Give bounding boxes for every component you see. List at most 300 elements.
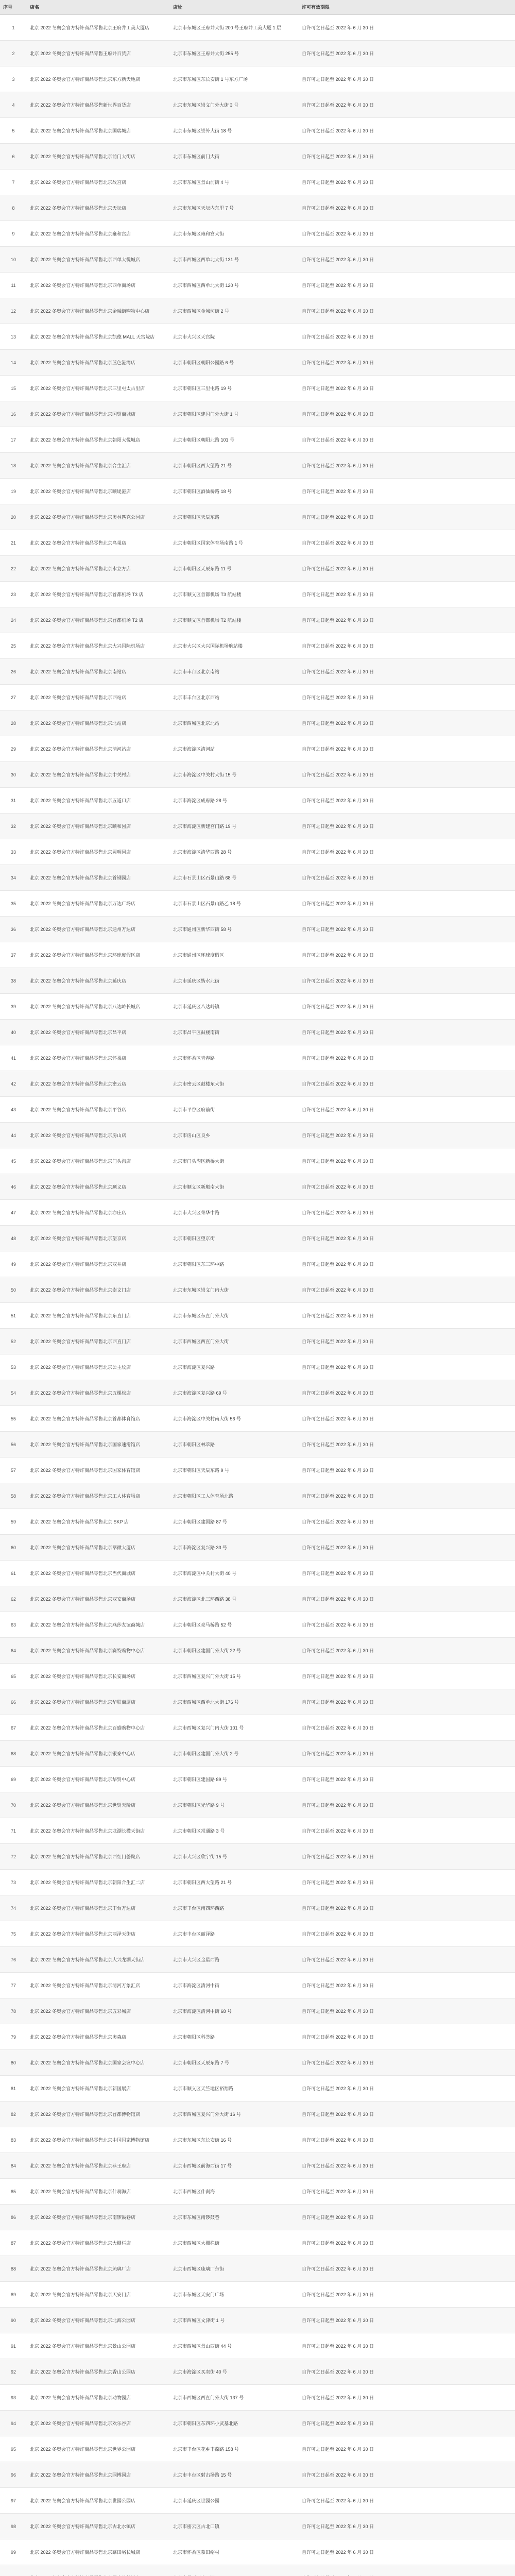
cell-index: 69	[0, 1767, 27, 1792]
table-row	[0, 1586, 515, 1612]
cell-store-name: 北京 2022 冬奥会官方特许商品零售北京新国展店	[27, 2076, 170, 2102]
cell-store-name: 北京 2022 冬奥会官方特许商品零售北京双井店	[27, 1251, 170, 1277]
cell-store-name: 北京 2022 冬奥会官方特许商品零售北京东方新天地店	[27, 66, 170, 92]
cell-license-period: 自许可之日起至 2022 年 6 月 30 日	[299, 2179, 515, 2205]
cell-license-period: 自许可之日起至 2022 年 6 月 30 日	[299, 1998, 515, 2024]
cell-index: 26	[0, 659, 27, 685]
cell-license-period: 自许可之日起至 2022 年 6 月 30 日	[299, 685, 515, 710]
cell-store-address: 北京市朝阳区天辰东路 9 号	[170, 1458, 299, 1483]
cell-store-address: 北京市通州区新华西街 58 号	[170, 917, 299, 942]
cell-license-period: 自许可之日起至 2022 年 6 月 30 日	[299, 1045, 515, 1071]
cell-store-name: 北京 2022 冬奥会官方特许商品零售北京首钢园店	[27, 865, 170, 891]
cell-index: 65	[0, 1664, 27, 1689]
cell-license-period: 自许可之日起至 2022 年 6 月 30 日	[299, 504, 515, 530]
cell-index: 88	[0, 2256, 27, 2282]
cell-store-address: 北京市东城区崇文门外大街 3 号	[170, 92, 299, 118]
table-row	[0, 788, 515, 814]
header-row	[0, 0, 515, 15]
cell-store-address: 北京市海淀区清河中街 68 号	[170, 1998, 299, 2024]
cell-store-address: 北京市密云区鼓楼东大街	[170, 1071, 299, 1097]
cell-store-address: 北京市顺义区首都机场 T2 航站楼	[170, 607, 299, 633]
cell-index: 24	[0, 607, 27, 633]
cell-store-name: 北京 2022 冬奥会官方特许商品零售北京王府井工美大厦店	[27, 15, 170, 41]
cell-index: 67	[0, 1715, 27, 1741]
cell-license-period: 自许可之日起至 2022 年 6 月 30 日	[299, 2076, 515, 2102]
table-row	[0, 1097, 515, 1123]
table-row	[0, 1380, 515, 1406]
table-header	[0, 0, 515, 15]
table-row	[0, 1406, 515, 1432]
cell-store-name: 北京 2022 冬奥会官方特许商品零售北京当代商城店	[27, 1561, 170, 1586]
cell-store-address: 北京市西城区景山西街 44 号	[170, 2333, 299, 2359]
cell-store-address: 北京市西城区复兴门外大街 15 号	[170, 1664, 299, 1689]
cell-store-address: 北京市顺义区新顺南大街	[170, 1174, 299, 1200]
cell-store-name: 北京 2022 冬奥会官方特许商品零售北京西直门店	[27, 1329, 170, 1354]
cell-store-address: 北京市延庆区八达岭镇	[170, 994, 299, 1020]
table-row	[0, 1664, 515, 1689]
cell-store-address: 北京市朝阳区林萃路	[170, 1432, 299, 1458]
cell-index: 44	[0, 1123, 27, 1148]
cell-store-address: 北京市西城区前海西街 17 号	[170, 2153, 299, 2179]
cell-store-name: 北京 2022 冬奥会官方特许商品零售北京百盛购物中心店	[27, 1715, 170, 1741]
cell-index: 48	[0, 1226, 27, 1251]
cell-store-address: 北京市怀柔区青春路	[170, 1045, 299, 1071]
table-row	[0, 350, 515, 376]
cell-store-address: 北京市海淀区复兴路 33 号	[170, 1535, 299, 1561]
cell-license-period: 自许可之日起至 2022 年 6 月 30 日	[299, 1380, 515, 1406]
table-row	[0, 1045, 515, 1071]
cell-store-name: 北京 2022 冬奥会官方特许商品零售北京龙湖长楹天街店	[27, 1818, 170, 1844]
cell-index: 49	[0, 1251, 27, 1277]
cell-store-address: 北京市西城区大栅栏街	[170, 2230, 299, 2256]
cell-license-period: 自许可之日起至 2022 年 6 月 30 日	[299, 762, 515, 788]
cell-store-name: 北京 2022 冬奥会官方特许商品零售北京五彩城店	[27, 1998, 170, 2024]
cell-license-period: 自许可之日起至 2022 年 6 月 30 日	[299, 1612, 515, 1638]
table-row	[0, 1741, 515, 1767]
cell-store-name: 北京 2022 冬奥会官方特许商品零售北京通州万达店	[27, 917, 170, 942]
cell-license-period: 自许可之日起至 2022 年 6 月 30 日	[299, 865, 515, 891]
cell-store-address	[170, 2565, 299, 2576]
cell-store-name: 北京 2022 冬奥会官方特许商品零售北京颐堤港店	[27, 479, 170, 504]
cell-store-name: 北京 2022 冬奥会官方特许商品零售北京国家速滑馆店	[27, 1432, 170, 1458]
cell-store-name: 北京 2022 冬奥会官方特许商品零售北京清河万象汇店	[27, 1973, 170, 1998]
cell-store-name: 北京 2022 冬奥会官方特许商品零售北京亦庄店	[27, 1200, 170, 1226]
cell-store-name: 北京 2022 冬奥会官方特许商品零售北京世界公园店	[27, 2436, 170, 2462]
cell-store-address: 北京市海淀区清河站	[170, 736, 299, 762]
table-row	[0, 2462, 515, 2488]
cell-index: 87	[0, 2230, 27, 2256]
cell-license-period: 自许可之日起至 2022 年 6 月 30 日	[299, 2102, 515, 2127]
table-row	[0, 1689, 515, 1715]
cell-license-period: 自许可之日起至 2022 年 6 月 30 日	[299, 41, 515, 66]
table-row	[0, 1767, 515, 1792]
table-row	[0, 994, 515, 1020]
cell-index: 20	[0, 504, 27, 530]
cell-index: 9	[0, 221, 27, 247]
table-row	[0, 2282, 515, 2308]
cell-store-name: 北京 2022 冬奥会官方特许商品零售北京水立方店	[27, 556, 170, 582]
cell-index: 43	[0, 1097, 27, 1123]
cell-store-address: 北京市西城区什刹海	[170, 2179, 299, 2205]
table-row	[0, 582, 515, 607]
cell-store-address: 北京市东城区王府井大街 200 号王府井工美大厦 1 层	[170, 15, 299, 41]
cell-license-period: 自许可之日起至 2022 年 6 月 30 日	[299, 427, 515, 453]
cell-license-period: 自许可之日起至 2022 年 6 月 30 日	[299, 1586, 515, 1612]
table-row	[0, 917, 515, 942]
cell-license-period: 自许可之日起至 2022 年 6 月 30 日	[299, 1947, 515, 1973]
cell-license-period: 自许可之日起至 2022 年 6 月 30 日	[299, 659, 515, 685]
table-row	[0, 942, 515, 968]
cell-license-period: 自许可之日起至 2022 年 6 月 30 日	[299, 1458, 515, 1483]
table-row	[0, 1483, 515, 1509]
cell-license-period: 自许可之日起至 2022 年 6 月 30 日	[299, 1251, 515, 1277]
cell-index: 51	[0, 1303, 27, 1329]
cell-license-period: 自许可之日起至 2022 年 6 月 30 日	[299, 1200, 515, 1226]
cell-store-name: 北京 2022 冬奥会官方特许商品零售北京首都体育馆店	[27, 1406, 170, 1432]
cell-index: 94	[0, 2411, 27, 2436]
cell-store-address: 北京市通州区环球度假区	[170, 942, 299, 968]
cell-store-address: 北京市石景山区石景山路 68 号	[170, 865, 299, 891]
cell-store-name: 北京 2022 冬奥会官方特许商品零售北京中国国家博物馆店	[27, 2127, 170, 2153]
cell-store-name: 北京 2022 冬奥会官方特许商品零售北京八达岭长城店	[27, 994, 170, 1020]
table-row	[0, 479, 515, 504]
table-row	[0, 1895, 515, 1921]
cell-license-period: 自许可之日起至 2022 年 6 月 30 日	[299, 1561, 515, 1586]
cell-license-period: 自许可之日起至 2022 年 6 月 30 日	[299, 710, 515, 736]
cell-store-name: 北京 2022 冬奥会官方特许商品零售北京华联商厦店	[27, 1689, 170, 1715]
cell-store-name: 北京 2022 冬奥会官方特许商品零售北京世园公园店	[27, 2488, 170, 2514]
cell-store-address: 北京市东城区天坛内东里 7 号	[170, 195, 299, 221]
cell-store-address: 北京市朝阳区工人体育场北路	[170, 1483, 299, 1509]
cell-store-address: 北京市朝阳区天辰东路	[170, 504, 299, 530]
cell-store-address: 北京市顺义区天竺地区裕翔路	[170, 2076, 299, 2102]
cell-store-address: 北京市朝阳区三里屯路 19 号	[170, 376, 299, 401]
cell-store-name: 北京 2022 冬奥会官方特许商品零售北京动物园店	[27, 2385, 170, 2411]
cell-index: 57	[0, 1458, 27, 1483]
table-row	[0, 736, 515, 762]
cell-store-name: 北京 2022 冬奥会官方特许商品零售北京西单大悦城店	[27, 247, 170, 273]
cell-store-address: 北京市海淀区复兴路	[170, 1354, 299, 1380]
cell-store-address: 北京市朝阳区西大望路 21 号	[170, 1870, 299, 1895]
cell-license-period: 自许可之日起至 2022 年 6 月 30 日	[299, 1329, 515, 1354]
cell-index: 93	[0, 2385, 27, 2411]
cell-license-period: 自许可之日起至 2022 年 6 月 30 日	[299, 633, 515, 659]
table-row	[0, 15, 515, 41]
cell-index: 76	[0, 1947, 27, 1973]
table-row	[0, 2127, 515, 2153]
cell-store-address: 北京市平谷区府前街	[170, 1097, 299, 1123]
table-row	[0, 92, 515, 118]
table-row	[0, 814, 515, 839]
cell-store-name: 北京 2022 冬奥会官方特许商品零售北京平谷店	[27, 1097, 170, 1123]
cell-license-period: 自许可之日起至 2022 年 6 月 30 日	[299, 247, 515, 273]
cell-store-address: 北京市朝阳区东四环小武基北路	[170, 2411, 299, 2436]
cell-license-period: 自许可之日起至 2022 年 6 月 30 日	[299, 530, 515, 556]
cell-index: 91	[0, 2333, 27, 2359]
cell-store-name: 北京 2022 冬奥会官方特许商品零售北京琉璃厂店	[27, 2256, 170, 2282]
cell-store-address: 北京市大兴区欣宁街 15 号	[170, 1844, 299, 1870]
cell-index: 34	[0, 865, 27, 891]
table-row	[0, 1200, 515, 1226]
header-index: 序号	[0, 0, 27, 15]
cell-index: 61	[0, 1561, 27, 1586]
cell-store-address: 北京市朝阳区天辰东路 11 号	[170, 556, 299, 582]
cell-store-name: 北京 2022 冬奥会官方特许商品零售北京国贸商城店	[27, 401, 170, 427]
cell-index: 84	[0, 2153, 27, 2179]
cell-store-name: 北京 2022 冬奥会官方特许商品零售北京朝阳大悦城店	[27, 427, 170, 453]
cell-license-period: 自许可之日起至 2022 年 6 月 30 日	[299, 15, 515, 41]
cell-index: 15	[0, 376, 27, 401]
table-row	[0, 401, 515, 427]
header-store-name: 店名	[27, 0, 170, 15]
table-row	[0, 41, 515, 66]
cell-license-period: 自许可之日起至 2022 年 6 月 30 日	[299, 736, 515, 762]
cell-license-period: 自许可之日起至 2022 年 6 月 30 日	[299, 2256, 515, 2282]
table-row	[0, 1509, 515, 1535]
table-row	[0, 1123, 515, 1148]
cell-license-period: 自许可之日起至 2022 年 6 月 30 日	[299, 195, 515, 221]
cell-index: 1	[0, 15, 27, 41]
cell-store-address: 北京市朝阳区朝阳北路 101 号	[170, 427, 299, 453]
cell-store-name: 北京 2022 冬奥会官方特许商品零售北京长安商场店	[27, 1664, 170, 1689]
cell-license-period: 自许可之日起至 2022 年 6 月 30 日	[299, 1792, 515, 1818]
cell-store-name: 北京 2022 冬奥会官方特许商品零售北京环球度假区店	[27, 942, 170, 968]
cell-index: 59	[0, 1509, 27, 1535]
table-row	[0, 1818, 515, 1844]
cell-store-name: 北京 2022 冬奥会官方特许商品零售北京三里屯太古里店	[27, 376, 170, 401]
cell-store-name: 北京 2022 冬奥会官方特许商品零售北京首都机场 T3 店	[27, 582, 170, 607]
cell-license-period: 自许可之日起至 2022 年 6 月 30 日	[299, 2436, 515, 2462]
cell-store-name: 北京 2022 冬奥会官方特许商品零售北京世贸天阶店	[27, 1792, 170, 1818]
cell-index: 30	[0, 762, 27, 788]
cell-index	[0, 2565, 27, 2576]
cell-license-period: 自许可之日起至 2022 年 6 月 30 日	[299, 582, 515, 607]
table-row	[0, 2333, 515, 2359]
cell-index: 63	[0, 1612, 27, 1638]
cell-store-address: 北京市朝阳区建国门外大街 1 号	[170, 401, 299, 427]
cell-license-period: 自许可之日起至 2022 年 6 月 30 日	[299, 1638, 515, 1664]
table-row	[0, 1329, 515, 1354]
cell-store-name: 北京 2022 冬奥会官方特许商品零售北京华贸中心店	[27, 1767, 170, 1792]
cell-license-period: 自许可之日起至 2022 年 6 月 30 日	[299, 1303, 515, 1329]
cell-license-period: 自许可之日起至 2022 年 6 月 30 日	[299, 2308, 515, 2333]
table-row	[0, 1303, 515, 1329]
cell-license-period: 自许可之日起至 2022 年 6 月 30 日	[299, 144, 515, 170]
cell-store-address: 北京市东城区东长安街 1 号东方广场	[170, 66, 299, 92]
table-row	[0, 2179, 515, 2205]
cell-store-address: 北京市东城区王府井大街 255 号	[170, 41, 299, 66]
cell-store-name: 北京 2022 冬奥会官方特许商品零售北京大兴龙湖天街店	[27, 1947, 170, 1973]
cell-store-address: 北京市大兴区大兴国际机场航站楼	[170, 633, 299, 659]
cell-index: 3	[0, 66, 27, 92]
cell-store-address: 北京市朝阳区常通路 3 号	[170, 1818, 299, 1844]
cell-index: 80	[0, 2050, 27, 2076]
cell-license-period: 自许可之日起至 2022 年 6 月 30 日	[299, 942, 515, 968]
table-row	[0, 2308, 515, 2333]
table-row	[0, 144, 515, 170]
cell-index: 42	[0, 1071, 27, 1097]
cell-license-period: 自许可之日起至 2022 年 6 月 30 日	[299, 1844, 515, 1870]
cell-store-address: 北京市朝阳区国家体育场南路 1 号	[170, 530, 299, 556]
cell-index: 13	[0, 324, 27, 350]
cell-license-period: 自许可之日起至 2022 年 6 月 30 日	[299, 2127, 515, 2153]
cell-store-name: 北京 2022 冬奥会官方特许商品零售北京 SKP 店	[27, 1509, 170, 1535]
cell-license-period: 自许可之日起至 2022 年 6 月 30 日	[299, 2462, 515, 2488]
cell-store-address: 北京市丰台区南四环西路	[170, 1895, 299, 1921]
cell-index: 36	[0, 917, 27, 942]
cell-index: 7	[0, 170, 27, 195]
cell-index: 31	[0, 788, 27, 814]
cell-store-address: 北京市东城区前门大街	[170, 144, 299, 170]
cell-store-name: 北京 2022 冬奥会官方特许商品零售北京银泰中心店	[27, 1741, 170, 1767]
header-store-address: 店址	[170, 0, 299, 15]
table-row	[0, 247, 515, 273]
cell-license-period: 自许可之日起至 2022 年 6 月 30 日	[299, 1818, 515, 1844]
cell-store-name: 北京 2022 冬奥会官方特许商品零售北京国瑞城店	[27, 118, 170, 144]
cell-store-address: 北京市延庆区世园公园	[170, 2488, 299, 2514]
cell-store-address: 北京市西城区西直门外大街	[170, 1329, 299, 1354]
cell-store-address: 北京市朝阳区望京街	[170, 1226, 299, 1251]
cell-index: 83	[0, 2127, 27, 2153]
cell-license-period: 自许可之日起至 2022 年 6 月 30 日	[299, 1509, 515, 1535]
cell-store-address: 北京市石景山区石景山路乙 18 号	[170, 891, 299, 917]
cell-store-name: 北京 2022 冬奥会官方特许商品零售北京房山店	[27, 1123, 170, 1148]
cell-index: 39	[0, 994, 27, 1020]
cell-license-period: 自许可之日起至 2022 年 6 月 30 日	[299, 556, 515, 582]
table-row	[0, 376, 515, 401]
table-row	[0, 273, 515, 298]
cell-store-name: 北京 2022 冬奥会官方特许商品零售北京大兴国际机场店	[27, 633, 170, 659]
cell-license-period: 自许可之日起至 2022 年 6 月 30 日	[299, 2282, 515, 2308]
cell-store-address: 北京市朝阳区科荟路	[170, 2024, 299, 2050]
cell-store-name: 北京 2022 冬奥会官方特许商品零售北京赛特购物中心店	[27, 1638, 170, 1664]
cell-store-name: 北京 2022 冬奥会官方特许商品零售北京双安商场店	[27, 1586, 170, 1612]
cell-store-name: 北京 2022 冬奥会官方特许商品零售北京天坛店	[27, 195, 170, 221]
cell-index: 60	[0, 1535, 27, 1561]
table-row	[0, 2102, 515, 2127]
cell-license-period: 自许可之日起至 2022 年 6 月 30 日	[299, 2488, 515, 2514]
cell-license-period: 自许可之日起至 2022 年 6 月 30 日	[299, 273, 515, 298]
cell-license-period: 自许可之日起至 2022 年 6 月 30 日	[299, 839, 515, 865]
cell-store-address: 北京市海淀区中关村南大街 56 号	[170, 1406, 299, 1432]
cell-index: 78	[0, 1998, 27, 2024]
cell-index: 92	[0, 2359, 27, 2385]
cell-store-name: 北京 2022 冬奥会官方特许商品零售北京首都博物馆店	[27, 2102, 170, 2127]
cell-license-period: 自许可之日起至 2022 年 6 月 30 日	[299, 324, 515, 350]
cell-index: 27	[0, 685, 27, 710]
cell-license-period: 自许可之日起至 2022 年 6 月 30 日	[299, 2205, 515, 2230]
cell-store-address: 北京市丰台区丽泽路	[170, 1921, 299, 1947]
cell-store-address: 北京市大兴区金星西路	[170, 1947, 299, 1973]
cell-index: 90	[0, 2308, 27, 2333]
cell-store-address: 北京市东城区崇文门内大街	[170, 1277, 299, 1303]
table-row	[0, 659, 515, 685]
cell-store-address: 北京市延庆区妫水北街	[170, 968, 299, 994]
cell-store-address: 北京市东城区南锣鼓巷	[170, 2205, 299, 2230]
table-body	[0, 15, 515, 2576]
cell-store-name: 北京 2022 冬奥会官方特许商品零售北京凯德 MALL 天宫院店	[27, 324, 170, 350]
table-row	[0, 710, 515, 736]
cell-store-address: 北京市海淀区成府路 28 号	[170, 788, 299, 814]
table-row	[0, 1226, 515, 1251]
cell-index: 64	[0, 1638, 27, 1664]
table-row	[0, 1535, 515, 1561]
table-row	[0, 453, 515, 479]
table-row	[0, 607, 515, 633]
cell-license-period: 自许可之日起至 2022 年 6 月 30 日	[299, 298, 515, 324]
cell-license-period: 自许可之日起至 2022 年 6 月 30 日	[299, 1020, 515, 1045]
cell-license-period: 自许可之日起至 2022 年 6 月 30 日	[299, 2230, 515, 2256]
table-row	[0, 324, 515, 350]
table-row	[0, 1844, 515, 1870]
cell-index: 33	[0, 839, 27, 865]
cell-store-address: 北京市东城区景山前街 4 号	[170, 170, 299, 195]
cell-index: 21	[0, 530, 27, 556]
cell-index: 85	[0, 2179, 27, 2205]
cell-store-name: 北京 2022 冬奥会官方特许商品零售北京公主坟店	[27, 1354, 170, 1380]
cell-index: 98	[0, 2514, 27, 2539]
cell-store-name: 北京 2022 冬奥会官方特许商品零售北京顺义店	[27, 1174, 170, 1200]
cell-license-period: 自许可之日起至 2022 年 6 月 30 日	[299, 1148, 515, 1174]
cell-license-period: 自许可之日起至 2022 年 6 月 30 日	[299, 788, 515, 814]
cell-store-name: 北京 2022 冬奥会官方特许商品零售北京圆明园店	[27, 839, 170, 865]
table-row	[0, 556, 515, 582]
cell-license-period: 自许可之日起至 2022 年 6 月 30 日	[299, 891, 515, 917]
cell-store-address: 北京市西城区西单北大街 131 号	[170, 247, 299, 273]
cell-store-address: 北京市西城区琉璃厂东街	[170, 2256, 299, 2282]
table-row	[0, 170, 515, 195]
cell-index: 77	[0, 1973, 27, 1998]
cell-license-period: 自许可之日起至 2022 年 6 月 30 日	[299, 1174, 515, 1200]
table-row	[0, 865, 515, 891]
cell-license-period: 自许可之日起至 2022 年 6 月 30 日	[299, 994, 515, 1020]
cell-index: 5	[0, 118, 27, 144]
cell-store-address: 北京市朝阳区西大望路 21 号	[170, 453, 299, 479]
cell-store-address: 北京市朝阳区朝阳公园路 6 号	[170, 350, 299, 376]
cell-store-name: 北京 2022 冬奥会官方特许商品零售北京门头沟店	[27, 1148, 170, 1174]
cell-index: 46	[0, 1174, 27, 1200]
cell-index: 25	[0, 633, 27, 659]
table-row	[0, 1612, 515, 1638]
cell-license-period: 自许可之日起至 2022 年 6 月 30 日	[299, 1921, 515, 1947]
cell-store-name: 北京 2022 冬奥会官方特许商品零售北京首都机场 T2 店	[27, 607, 170, 633]
cell-store-name: 北京 2022 冬奥会官方特许商品零售北京雍和宫店	[27, 221, 170, 247]
cell-index: 29	[0, 736, 27, 762]
table-row	[0, 66, 515, 92]
cell-store-name: 北京 2022 冬奥会官方特许商品零售北京奥林匹克公园店	[27, 504, 170, 530]
cell-store-address: 北京市丰台区花乡丰葆路 158 号	[170, 2436, 299, 2462]
table-row	[0, 2076, 515, 2102]
cell-license-period: 自许可之日起至 2022 年 6 月 30 日	[299, 2411, 515, 2436]
table-row	[0, 1251, 515, 1277]
table-row	[0, 2565, 515, 2576]
cell-store-address: 北京市东城区雍和宫大街	[170, 221, 299, 247]
cell-license-period: 自许可之日起至 2022 年 6 月 30 日	[299, 2539, 515, 2565]
cell-store-name: 北京 2022 冬奥会官方特许商品零售北京翠微大厦店	[27, 1535, 170, 1561]
cell-store-name: 北京 2022 冬奥会官方特许商品零售北京东直门店	[27, 1303, 170, 1329]
cell-store-address: 北京市朝阳区亮马桥路 52 号	[170, 1612, 299, 1638]
cell-index: 97	[0, 2488, 27, 2514]
cell-store-address: 北京市西城区西单北大街 120 号	[170, 273, 299, 298]
cell-index: 16	[0, 401, 27, 427]
cell-index: 68	[0, 1741, 27, 1767]
cell-index: 52	[0, 1329, 27, 1354]
cell-index: 75	[0, 1921, 27, 1947]
cell-store-address: 北京市朝阳区酒仙桥路 18 号	[170, 479, 299, 504]
cell-index: 81	[0, 2076, 27, 2102]
table-row	[0, 2514, 515, 2539]
table-row	[0, 1870, 515, 1895]
